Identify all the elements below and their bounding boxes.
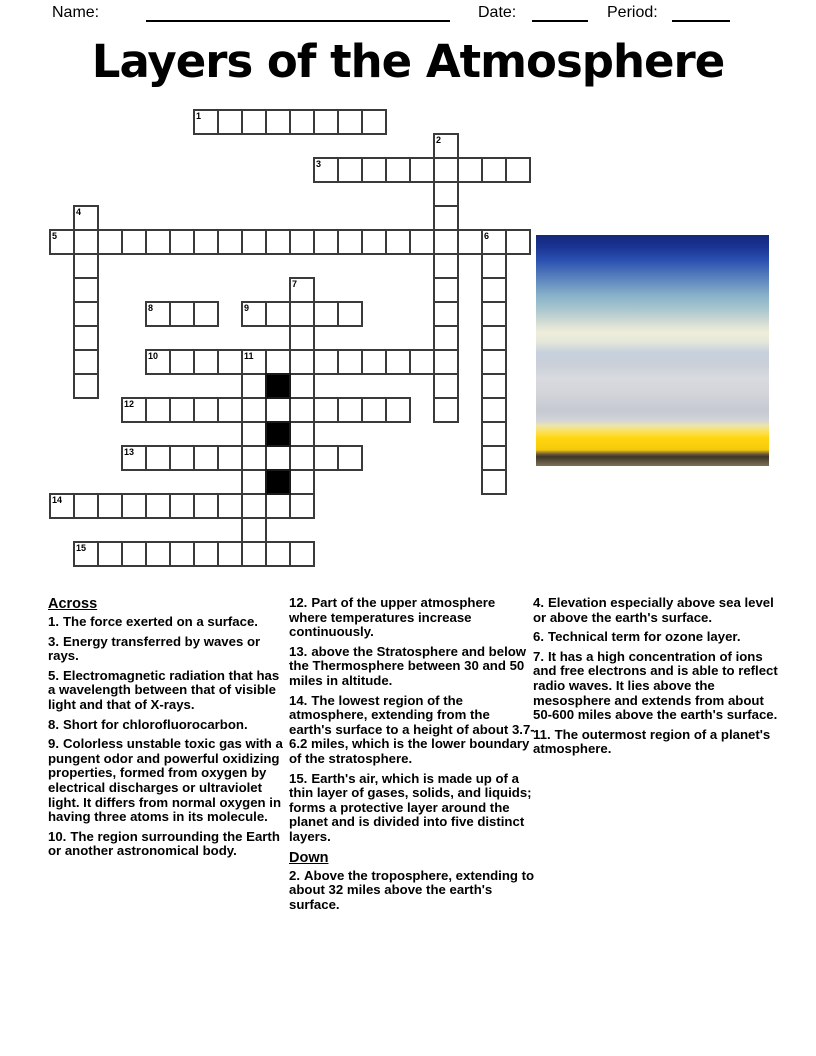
grid-cell[interactable] — [313, 157, 339, 183]
grid-cell[interactable] — [193, 493, 219, 519]
clue-text: It has a high concentration of ions and free electrons and is able to reflect radio waves. It lies above the mesosphere and extends from about 50-600 miles above the earth's surface. — [533, 648, 778, 723]
grid-cell[interactable] — [145, 229, 171, 255]
grid-cell[interactable] — [193, 397, 219, 423]
grid-cell[interactable] — [73, 541, 99, 567]
grid-cell[interactable] — [193, 109, 219, 135]
grid-cell[interactable] — [313, 109, 339, 135]
cell-number: 3 — [316, 159, 322, 169]
clue-number: 5. — [48, 667, 59, 683]
grid-cell[interactable] — [193, 445, 219, 471]
grid-cell[interactable] — [169, 397, 195, 423]
clue-number: 12. — [289, 595, 308, 610]
clue-item — [533, 596, 778, 625]
grid-cell[interactable] — [433, 253, 459, 279]
grid-cell[interactable] — [169, 301, 195, 327]
grid-cell[interactable] — [289, 325, 315, 351]
grid-cell[interactable] — [313, 445, 339, 471]
clue-text: Elevation especially above sea level or above the earth's surface. — [533, 595, 774, 625]
grid-cell[interactable] — [481, 349, 507, 375]
grid-cell[interactable] — [121, 229, 147, 255]
grid-cell[interactable] — [361, 349, 387, 375]
clue-number: 10. — [48, 828, 67, 844]
grid-cell[interactable] — [145, 349, 171, 375]
clue-item — [533, 630, 778, 645]
grid-cell[interactable] — [289, 397, 315, 423]
grid-cell[interactable] — [457, 229, 483, 255]
grid-cell[interactable] — [433, 229, 459, 255]
clue-number: 4. — [533, 595, 544, 610]
clue-number: 6. — [533, 629, 544, 645]
grid-cell[interactable] — [241, 373, 267, 399]
grid-cell[interactable] — [169, 541, 195, 567]
grid-cell[interactable] — [481, 157, 507, 183]
grid-cell[interactable] — [361, 229, 387, 255]
grid-cell[interactable] — [361, 157, 387, 183]
clue-text: The region surrounding the Earth or another astronomical body. — [48, 828, 280, 859]
clue-number: 7. — [533, 648, 544, 664]
clue-item — [48, 830, 288, 859]
clue-number: 15. — [289, 770, 308, 786]
grid-cell[interactable] — [481, 469, 507, 495]
clue-text: Part of the upper atmosphere where temperatures increase continuously. — [289, 595, 496, 640]
grid-cell[interactable] — [241, 541, 267, 567]
grid-cell[interactable] — [73, 493, 99, 519]
clue-column — [289, 596, 535, 917]
grid-cell[interactable] — [337, 349, 363, 375]
grid-cell[interactable] — [481, 229, 507, 255]
blocked-cell — [265, 373, 291, 399]
clue-column — [533, 596, 778, 762]
grid-cell[interactable] — [313, 229, 339, 255]
grid-cell[interactable] — [337, 397, 363, 423]
cell-number: 12 — [124, 399, 135, 409]
grid-cell[interactable] — [409, 349, 435, 375]
grid-cell[interactable] — [145, 301, 171, 327]
clue-text: above the Stratosphere and below the Thermosphere between 30 and 50 miles in altitude. — [289, 643, 527, 688]
cell-number: 15 — [76, 543, 87, 553]
grid-cell[interactable] — [193, 229, 219, 255]
grid-cell[interactable] — [481, 445, 507, 471]
grid-cell[interactable] — [289, 109, 315, 135]
cell-number: 1 — [196, 111, 202, 121]
grid-cell[interactable] — [433, 397, 459, 423]
clue-text: The outermost region of a planet's atmosphere. — [533, 726, 771, 757]
grid-cell[interactable] — [313, 301, 339, 327]
grid-cell[interactable] — [265, 109, 291, 135]
cell-number: 6 — [484, 231, 490, 241]
grid-cell[interactable] — [217, 349, 243, 375]
grid-cell[interactable] — [433, 373, 459, 399]
page-title: Layers of the Atmosphere — [91, 35, 725, 88]
grid-cell[interactable] — [97, 541, 123, 567]
grid-cell[interactable] — [217, 109, 243, 135]
grid-cell[interactable] — [433, 349, 459, 375]
grid-cell[interactable] — [145, 541, 171, 567]
cell-number: 10 — [148, 351, 159, 361]
grid-cell[interactable] — [217, 397, 243, 423]
clue-number: 9. — [48, 736, 59, 752]
cell-number: 5 — [52, 231, 58, 241]
clue-item — [48, 737, 288, 825]
grid-cell[interactable] — [241, 469, 267, 495]
grid-cell[interactable] — [145, 493, 171, 519]
grid-cell[interactable] — [289, 421, 315, 447]
grid-cell[interactable] — [217, 493, 243, 519]
grid-cell[interactable] — [361, 109, 387, 135]
grid-cell[interactable] — [481, 277, 507, 303]
grid-cell[interactable] — [265, 397, 291, 423]
grid-cell[interactable] — [481, 421, 507, 447]
grid-cell[interactable] — [241, 493, 267, 519]
grid-cell[interactable] — [49, 493, 75, 519]
grid-cell[interactable] — [241, 349, 267, 375]
grid-cell[interactable] — [97, 493, 123, 519]
grid-cell[interactable] — [121, 541, 147, 567]
grid-cell[interactable] — [193, 349, 219, 375]
grid-cell[interactable] — [433, 325, 459, 351]
blocked-cell — [265, 421, 291, 447]
cell-number: 4 — [76, 207, 82, 217]
grid-cell[interactable] — [505, 157, 531, 183]
grid-cell[interactable] — [313, 349, 339, 375]
clue-text: Technical term for ozone layer. — [548, 629, 741, 645]
clue-item — [533, 650, 778, 723]
grid-cell[interactable] — [169, 349, 195, 375]
grid-cell[interactable] — [265, 229, 291, 255]
grid-cell[interactable] — [289, 469, 315, 495]
clue-text: Energy transferred by waves or rays. — [48, 633, 261, 664]
grid-cell[interactable] — [385, 397, 411, 423]
clue-item — [289, 772, 535, 845]
clues-heading: Down — [289, 849, 329, 866]
grid-cell[interactable] — [73, 373, 99, 399]
grid-cell[interactable] — [121, 493, 147, 519]
grid-cell[interactable] — [385, 157, 411, 183]
grid-cell[interactable] — [433, 277, 459, 303]
grid-cell[interactable] — [265, 301, 291, 327]
period-label: Period: — [607, 4, 658, 21]
name-label: Name: — [52, 4, 100, 21]
grid-cell[interactable] — [241, 517, 267, 543]
clue-number: 3. — [48, 633, 59, 649]
grid-cell[interactable] — [433, 133, 459, 159]
clue-item — [48, 718, 288, 733]
clue-item — [533, 728, 778, 757]
clue-item — [289, 694, 535, 767]
clue-item — [48, 635, 288, 664]
cell-number: 11 — [244, 351, 254, 361]
grid-cell[interactable] — [241, 229, 267, 255]
grid-cell[interactable] — [73, 229, 99, 255]
grid-cell[interactable] — [433, 205, 459, 231]
grid-cell[interactable] — [241, 301, 267, 327]
grid-cell[interactable] — [241, 109, 267, 135]
grid-cell[interactable] — [145, 445, 171, 471]
clue-column — [48, 596, 288, 864]
grid-cell[interactable] — [97, 229, 123, 255]
grid-cell[interactable] — [337, 301, 363, 327]
grid-cell[interactable] — [265, 349, 291, 375]
clue-item — [48, 615, 288, 630]
grid-cell[interactable] — [73, 325, 99, 351]
grid-cell[interactable] — [289, 301, 315, 327]
grid-cell[interactable] — [289, 277, 315, 303]
grid-cell[interactable] — [409, 229, 435, 255]
grid-cell[interactable] — [145, 397, 171, 423]
date-label: Date: — [478, 4, 517, 21]
grid-cell[interactable] — [121, 445, 147, 471]
grid-cell[interactable] — [481, 325, 507, 351]
grid-cell[interactable] — [505, 229, 531, 255]
grid-cell[interactable] — [481, 397, 507, 423]
grid-cell[interactable] — [289, 349, 315, 375]
grid-cell[interactable] — [169, 445, 195, 471]
grid-cell[interactable] — [217, 541, 243, 567]
clue-number: 1. — [48, 614, 59, 629]
clue-number: 13. — [289, 643, 308, 659]
clue-text: Above the troposphere, extending to about 32 miles above the earth's surface. — [289, 867, 535, 912]
grid-cell[interactable] — [337, 445, 363, 471]
clue-text: Short for chlorofluorocarbon. — [63, 716, 248, 732]
blocked-cell — [265, 469, 291, 495]
grid-cell[interactable] — [289, 229, 315, 255]
grid-cell[interactable] — [121, 397, 147, 423]
grid-cell[interactable] — [73, 205, 99, 231]
grid-cell[interactable] — [433, 157, 459, 183]
grid-cell[interactable] — [265, 541, 291, 567]
grid-cell[interactable] — [73, 349, 99, 375]
clue-number: 14. — [289, 692, 308, 708]
clue-text: Earth's air, which is made up of a thin layer of gases, solids, and liquids; forms a protective layer around the planet and is divided into five distinct layers. — [289, 770, 532, 844]
clues-heading: Across — [48, 596, 98, 612]
grid-cell[interactable] — [265, 445, 291, 471]
grid-cell[interactable] — [457, 157, 483, 183]
grid-cell[interactable] — [313, 397, 339, 423]
grid-cell[interactable] — [289, 541, 315, 567]
grid-cell[interactable] — [385, 349, 411, 375]
grid-cell[interactable] — [241, 421, 267, 447]
clue-text: The force exerted on a surface. — [63, 614, 258, 629]
grid-cell[interactable] — [481, 373, 507, 399]
cell-number: 7 — [292, 279, 298, 289]
cell-number: 9 — [244, 303, 250, 313]
cell-number: 2 — [436, 135, 442, 145]
grid-cell[interactable] — [73, 253, 99, 279]
grid-cell[interactable] — [193, 301, 219, 327]
grid-cell[interactable] — [241, 397, 267, 423]
grid-cell[interactable] — [289, 373, 315, 399]
clue-number: 11. — [533, 726, 551, 742]
clue-item — [48, 669, 288, 713]
clue-item — [289, 596, 535, 640]
grid-cell[interactable] — [169, 493, 195, 519]
clue-number: 8. — [48, 716, 59, 732]
grid-cell[interactable] — [433, 301, 459, 327]
grid-cell[interactable] — [49, 229, 75, 255]
grid-cell[interactable] — [217, 445, 243, 471]
grid-cell[interactable] — [193, 541, 219, 567]
grid-cell[interactable] — [481, 301, 507, 327]
grid-cell[interactable] — [385, 229, 411, 255]
clue-text: The lowest region of the atmosphere, extending from the earth's surface to a height of about 3.7-6.2 miles, which is the lower boundary of the stratosphere. — [289, 692, 535, 766]
grid-cell[interactable] — [169, 229, 195, 255]
grid-cell[interactable] — [481, 253, 507, 279]
grid-cell[interactable] — [289, 493, 315, 519]
grid-cell[interactable] — [217, 229, 243, 255]
grid-cell[interactable] — [289, 445, 315, 471]
grid-cell[interactable] — [337, 157, 363, 183]
clue-number: 2. — [289, 867, 300, 883]
clue-text: Colorless unstable toxic gas with a pungent odor and powerful oxidizing properties, formed from oxygen by electrical discharges or ultraviolet light. It differs from normal oxygen in having three atoms in its molecule. — [48, 736, 283, 825]
atmosphere-layers-image — [536, 235, 769, 466]
grid-cell[interactable] — [433, 181, 459, 207]
clue-item — [289, 645, 535, 689]
grid-cell[interactable] — [241, 445, 267, 471]
grid-cell[interactable] — [337, 229, 363, 255]
grid-cell[interactable] — [361, 397, 387, 423]
grid-cell[interactable] — [337, 109, 363, 135]
grid-cell[interactable] — [409, 157, 435, 183]
grid-cell[interactable] — [73, 301, 99, 327]
clue-item — [289, 869, 535, 913]
grid-cell[interactable] — [73, 277, 99, 303]
cell-number: 8 — [148, 303, 154, 313]
clue-text: Electromagnetic radiation that has a wavelength between that of visible light and that of X-rays. — [48, 667, 280, 712]
cell-number: 14 — [52, 495, 63, 505]
cell-number: 13 — [124, 447, 135, 457]
grid-cell[interactable] — [265, 493, 291, 519]
